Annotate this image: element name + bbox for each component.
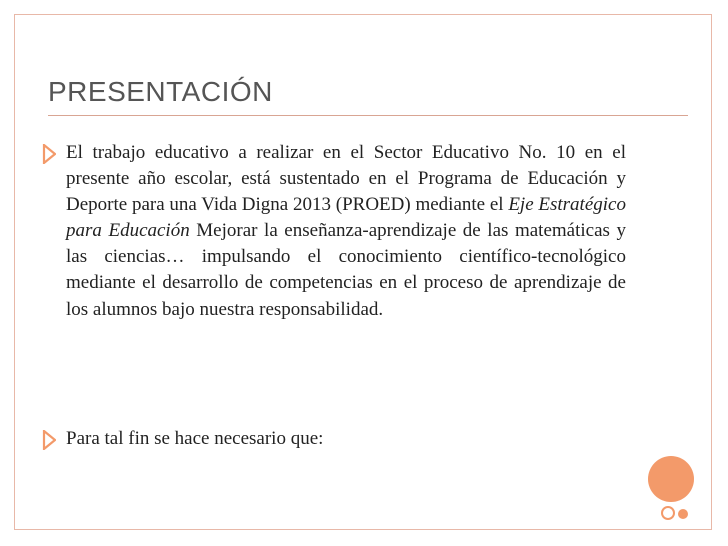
title-divider [48, 115, 688, 116]
bullet-text-1-italic: Eje Estratégico para Educación [66, 194, 626, 242]
decorative-circle-ring [661, 506, 675, 520]
bullet-text-2: Para tal fin se hace necesario que: [66, 428, 324, 449]
slide-title: PRESENTACIÓN [48, 76, 273, 107]
decorative-circle-large [648, 456, 694, 502]
bullet-text-1-part1: El trabajo educativo a realizar en el Sector Educativo No. 10 en el presente año escolar, está sustentado en el Programa de Educación y Deporte para una Vida Digna 2013 (PROED) mediante el [66, 142, 626, 216]
bullet-text-1 [66, 140, 626, 323]
decorative-circle-small [678, 509, 688, 519]
bullet-text-1-part2: Mejorar la enseñanza-aprendizaje de las matemáticas y las ciencias… impulsando el conocimiento científico-tecnológico mediante el desarrollo de competencias en el proceso de aprendizaje de los alumnos bajo nuestra responsabilidad. [66, 220, 626, 320]
bullet-icon [42, 144, 56, 164]
bullet-icon [42, 430, 56, 450]
